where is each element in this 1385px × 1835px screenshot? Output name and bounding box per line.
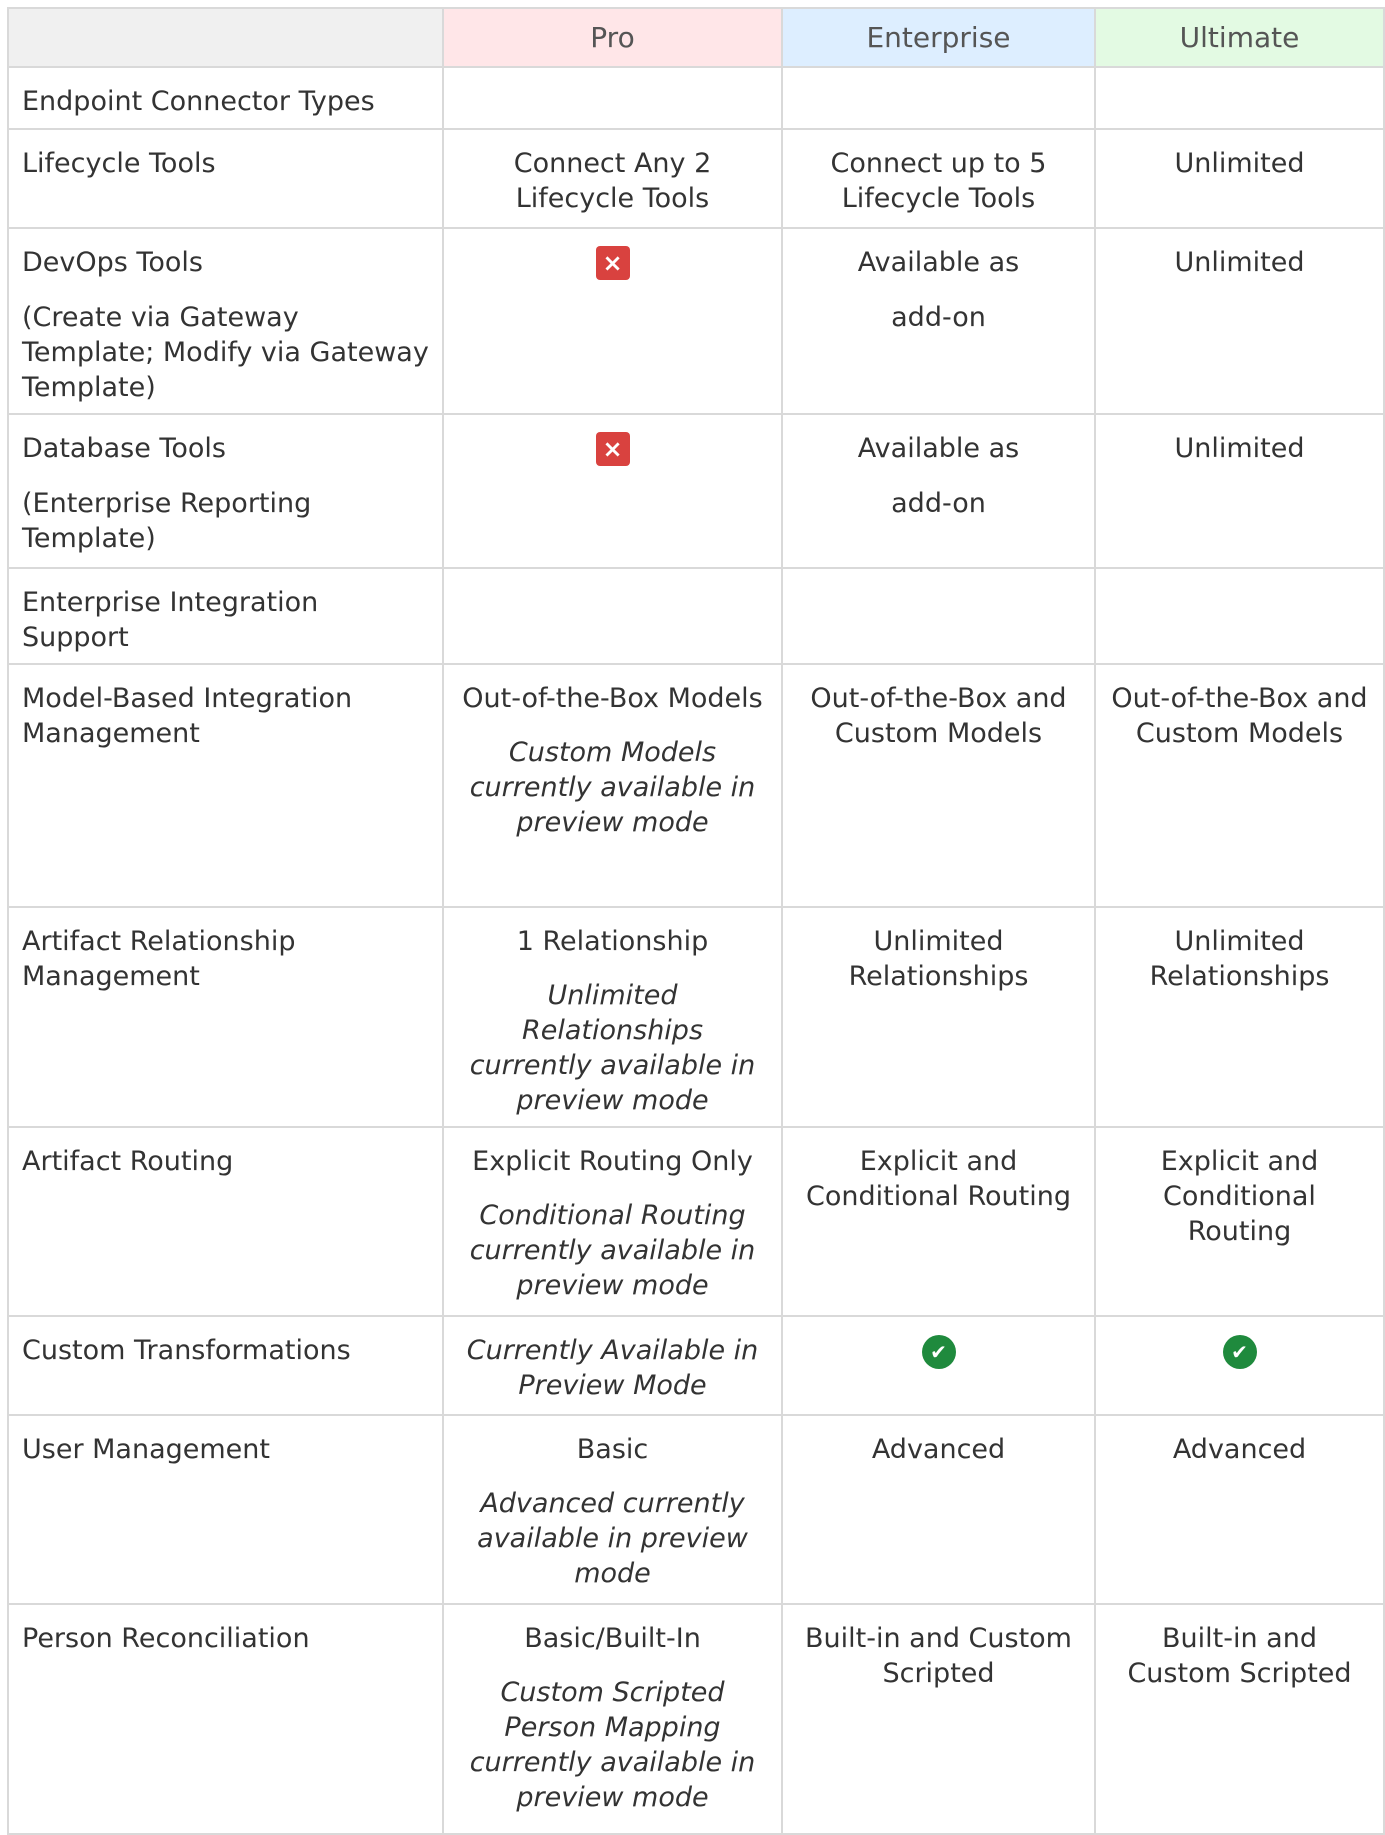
pro-value: 1 Relationship [516,926,709,957]
feature-label: DevOps Tools [22,247,203,278]
enterprise-value: Advanced [782,1415,1095,1604]
ultimate-cell [1095,568,1384,664]
ultimate-cell [1095,1316,1384,1415]
header-pro: Pro [443,8,782,67]
row-database-tools [8,414,1384,568]
pro-cell [443,568,782,664]
ultimate-value: Built-in and Custom Scripted [1095,1604,1384,1834]
row-person-reconciliation [8,1604,1384,1834]
feature-comparison-table [7,7,1385,1835]
pro-preview-note: Currently Available in Preview Mode [466,1335,759,1401]
pro-value: Connect Any 2 Lifecycle Tools [443,129,782,228]
pro-value: Basic [576,1434,649,1465]
pro-cell [443,907,782,1127]
feature-label: Database Tools [22,433,226,464]
row-custom-transformations [8,1316,1384,1415]
row-artifact-relationship [8,907,1384,1127]
pro-preview-note: Unlimited Relationships currently available in preview mode [469,980,756,1116]
feature-label: Enterprise Integration Support [8,568,443,664]
pro-value: Basic/Built-In [524,1623,701,1654]
ultimate-value: Explicit and Conditional Routing [1095,1127,1384,1316]
feature-label: Endpoint Connector Types [8,67,443,129]
header-feature-cell [8,8,443,67]
pro-cell [443,1415,782,1604]
enterprise-value: Built-in and Custom Scripted [782,1604,1095,1834]
feature-label: Custom Transformations [8,1316,443,1415]
row-enterprise-integration-support [8,568,1384,664]
ultimate-value: Unlimited Relationships [1095,907,1384,1127]
feature-label: Model-Based Integration Management [8,664,443,907]
pro-cell [443,228,782,414]
row-lifecycle-tools [8,129,1384,228]
feature-cell [8,228,443,414]
row-artifact-routing [8,1127,1384,1316]
enterprise-value: Available as [857,247,1020,278]
feature-sublabel: (Enterprise Reporting Template) [22,488,312,554]
ultimate-value: Advanced [1095,1415,1384,1604]
x-icon: × [596,432,630,466]
feature-label: User Management [8,1415,443,1604]
pro-preview-note: Conditional Routing currently available in preview mode [469,1200,756,1301]
enterprise-cell [782,414,1095,568]
pro-preview-note: Advanced currently available in preview mode [477,1488,748,1589]
enterprise-value: Out-of-the-Box and Custom Models [782,664,1095,907]
ultimate-cell [1095,67,1384,129]
enterprise-value: Explicit and Conditional Routing [782,1127,1095,1316]
enterprise-cell [782,568,1095,664]
enterprise-value: Available as [857,433,1020,464]
ultimate-value: Unlimited [1095,129,1384,228]
pro-cell [443,414,782,568]
row-endpoint-connector-types [8,67,1384,129]
ultimate-value: Unlimited [1095,228,1384,414]
enterprise-value-line2: add-on [891,302,986,333]
pro-cell [443,1127,782,1316]
enterprise-cell [782,1316,1095,1415]
enterprise-value: Unlimited Relationships [782,907,1095,1127]
pro-value: Explicit Routing Only [472,1146,753,1177]
row-devops-tools [8,228,1384,414]
enterprise-value-line2: add-on [891,488,986,519]
pro-cell [443,1604,782,1834]
feature-label: Lifecycle Tools [8,129,443,228]
enterprise-cell [782,228,1095,414]
check-icon: ✔ [922,1335,956,1369]
ultimate-value: Unlimited [1095,414,1384,568]
pro-cell [443,67,782,129]
feature-label: Person Reconciliation [8,1604,443,1834]
pro-cell [443,1316,782,1415]
pro-cell [443,664,782,907]
ultimate-value: Out-of-the-Box and Custom Models [1095,664,1384,907]
x-icon: × [596,246,630,280]
pro-preview-note: Custom Scripted Person Mapping currently available in preview mode [469,1677,756,1813]
feature-label: Artifact Routing [8,1127,443,1316]
header-ultimate: Ultimate [1095,8,1384,67]
row-model-based-integration [8,664,1384,907]
header-row [8,8,1384,67]
enterprise-value: Connect up to 5 Lifecycle Tools [782,129,1095,228]
header-enterprise: Enterprise [782,8,1095,67]
pro-value: Out-of-the-Box Models [462,683,763,714]
enterprise-cell [782,67,1095,129]
pro-preview-note: Custom Models currently available in preview mode [469,737,756,838]
feature-cell [8,414,443,568]
feature-sublabel: (Create via Gateway Template; Modify via Gateway Template) [22,302,429,403]
row-user-management [8,1415,1384,1604]
check-icon: ✔ [1223,1335,1257,1369]
feature-label: Artifact Relationship Management [8,907,443,1127]
